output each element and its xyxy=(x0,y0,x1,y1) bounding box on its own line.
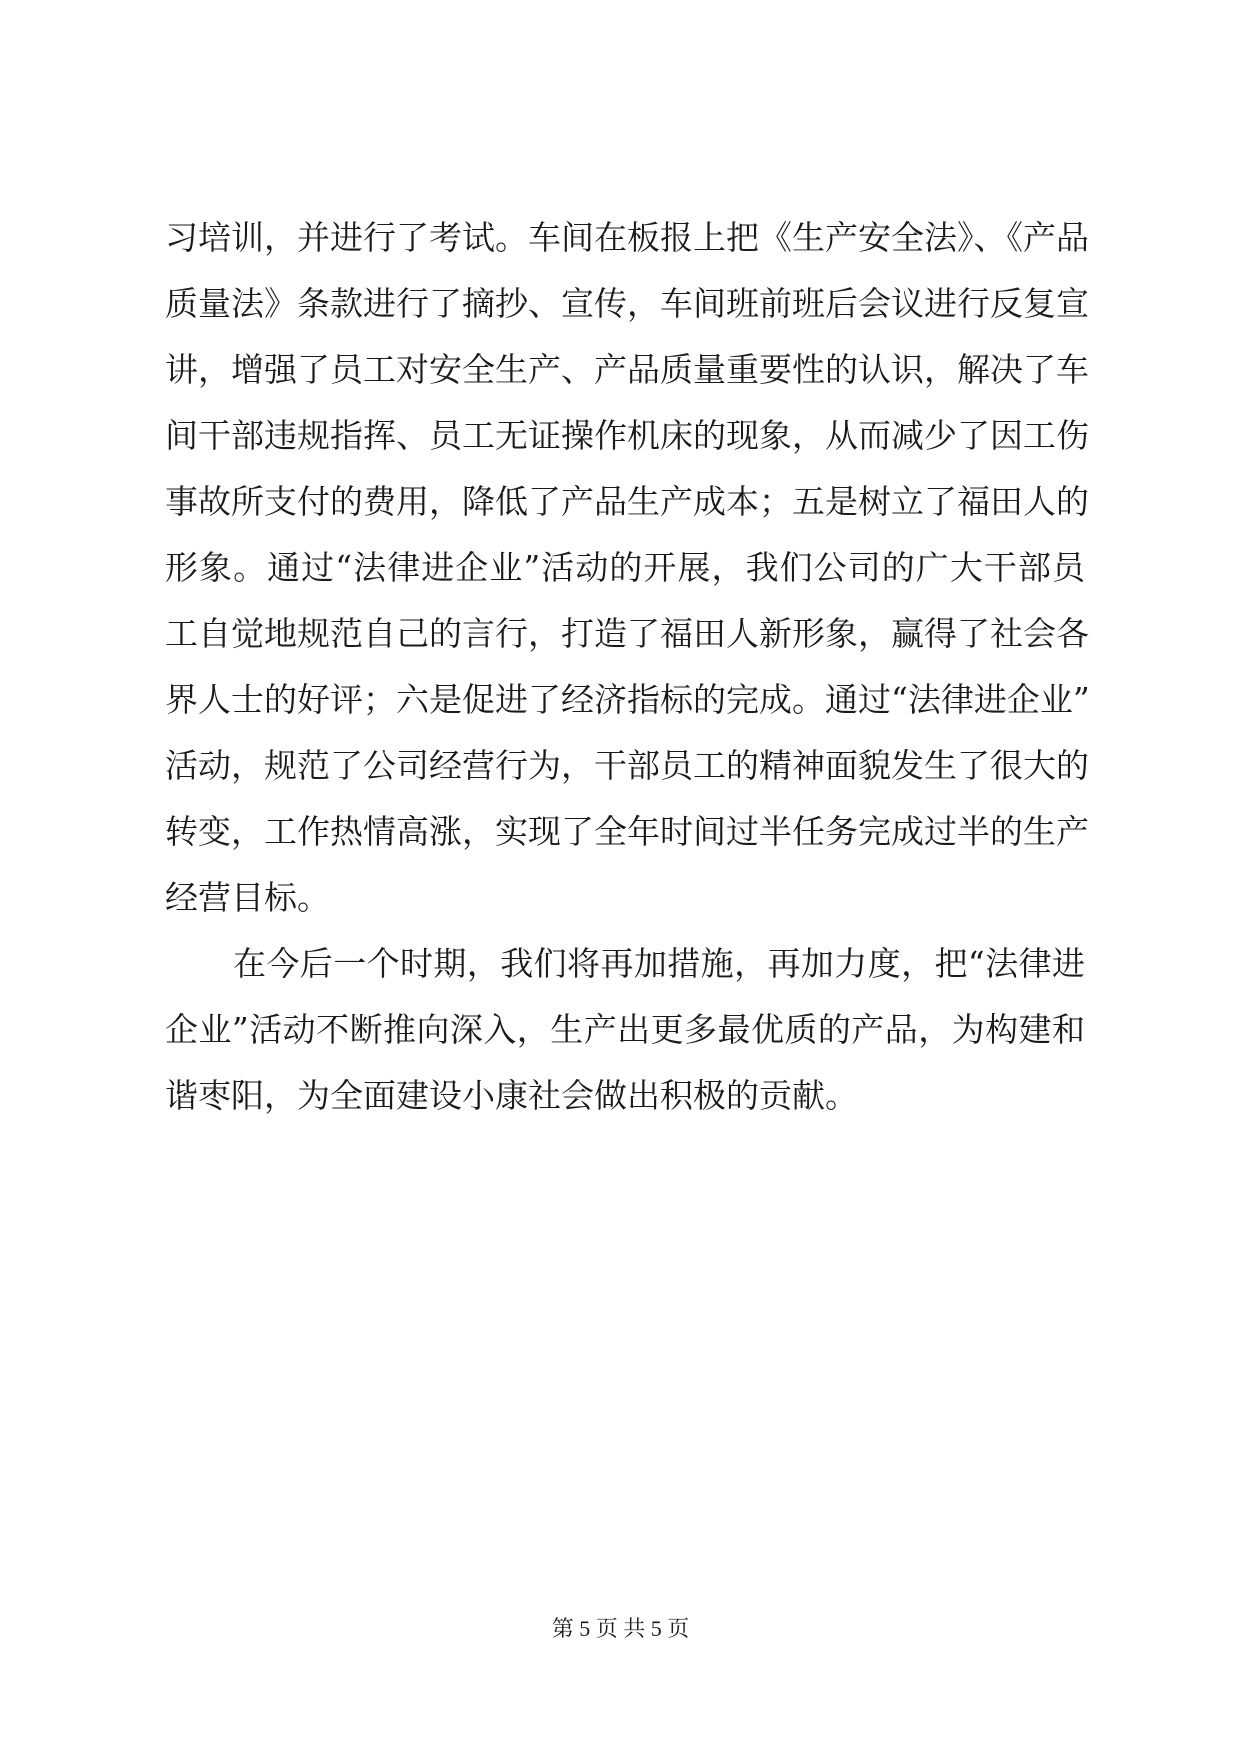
text-line: 讲，增强了员工对安全生产、产品质量重要性的认识，解决了车 xyxy=(165,350,1089,389)
text-line: 间干部违规指挥、员工无证操作机床的现象，从而减少了因工伤 xyxy=(165,416,1089,455)
page-number-footer: 第 5 页 共 5 页 xyxy=(551,1616,690,1641)
text-line: 习培训，并进行了考试。车间在板报上把《生产安全法》、《产品 xyxy=(165,218,1089,257)
text-line: 形象。通过“法律进企业”活动的开展，我们公司的广大干部员 xyxy=(165,548,1085,587)
text-line: 企业”活动不断推向深入，生产出更多最优质的产品，为构建和 xyxy=(165,1010,1085,1049)
paragraph-2 xyxy=(165,931,1085,1129)
text-line: 经营目标。 xyxy=(165,878,330,917)
text-line: 工自觉地规范自己的言行，打造了福田人新形象，赢得了社会各 xyxy=(165,614,1089,653)
text-line: 谐枣阳，为全面建设小康社会做出积极的贡献。 xyxy=(165,1076,858,1115)
text-line: 事故所支付的费用，降低了产品生产成本；五是树立了福田人的 xyxy=(165,482,1089,521)
text-line: 界人士的好评；六是促进了经济指标的完成。通过“法律进企业” xyxy=(165,680,1090,719)
text-line: 转变，工作热情高涨，实现了全年时间过半任务完成过半的生产 xyxy=(165,812,1089,851)
text-line: 质量法》条款进行了摘抄、宣传，车间班前班后会议进行反复宣 xyxy=(165,284,1089,323)
document-body xyxy=(165,205,1090,1129)
paragraph-1 xyxy=(165,205,1090,931)
text-line: 活动，规范了公司经营行为，干部员工的精神面貌发生了很大的 xyxy=(165,746,1089,785)
text-line: 在今后一个时期，我们将再加措施，再加力度，把“法律进 xyxy=(233,944,1085,983)
